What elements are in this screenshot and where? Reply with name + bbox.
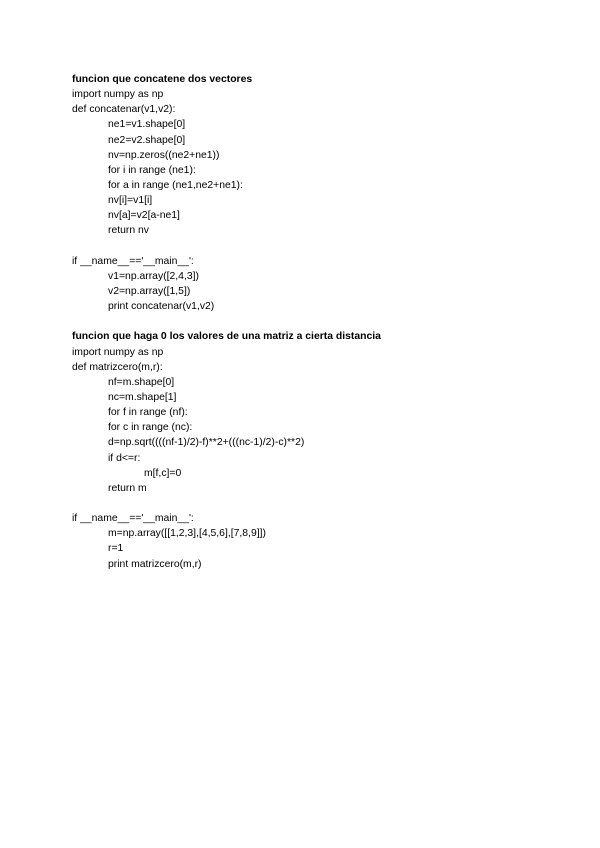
code-line: d=np.sqrt((((nf-1)/2)-f)**2+(((nc-1)/2)-c)**2)	[108, 437, 305, 449]
blank-line	[72, 314, 572, 329]
code-line: for c in range (nc):	[108, 422, 193, 434]
code-line: nv[a]=v2[a-ne1]	[108, 210, 180, 222]
code-line: m[f,c]=0	[144, 467, 182, 479]
code-line: def concatenar(v1,v2):	[72, 104, 176, 116]
blank-line	[72, 496, 572, 511]
code-line: nv[i]=v1[i]	[108, 195, 153, 207]
code-line: nc=m.shape[1]	[108, 391, 177, 403]
code-line: print concatenar(v1,v2)	[108, 301, 215, 313]
code-line: v1=np.array([2,4,3])	[108, 270, 199, 282]
code-line: return m	[108, 482, 147, 494]
code-line: r=1	[108, 543, 124, 555]
code-line: nf=m.shape[0]	[108, 376, 175, 388]
code-line: import numpy as np	[72, 89, 164, 101]
code-line: nv=np.zeros((ne2+ne1))	[108, 149, 220, 161]
code-line: v2=np.array([1,5])	[108, 285, 191, 297]
code-line: m=np.array([[1,2,3],[4,5,6],[7,8,9]])	[108, 528, 266, 540]
code-line: if __name__=='__main__':	[72, 255, 194, 267]
code-line: if __name__=='__main__':	[72, 513, 194, 525]
code-line: import numpy as np	[72, 346, 164, 358]
code-line: def matrizcero(m,r):	[72, 361, 163, 373]
code-line: return nv	[108, 225, 150, 237]
code-line: for i in range (ne1):	[108, 164, 196, 176]
code-line: if d<=r:	[108, 452, 141, 464]
blank-line	[72, 239, 572, 254]
code-line: print matrizcero(m,r)	[108, 558, 202, 570]
section-title: funcion que haga 0 los valores de una matriz a cierta distancia	[72, 331, 381, 343]
section-title: funcion que concatene dos vectores	[72, 74, 253, 85]
document-body	[72, 72, 572, 572]
code-line: for a in range (ne1,ne2+ne1):	[108, 179, 243, 191]
code-line: ne2=v2.shape[0]	[108, 134, 186, 146]
code-line: ne1=v1.shape[0]	[108, 119, 186, 131]
code-line: for f in range (nf):	[108, 407, 188, 419]
